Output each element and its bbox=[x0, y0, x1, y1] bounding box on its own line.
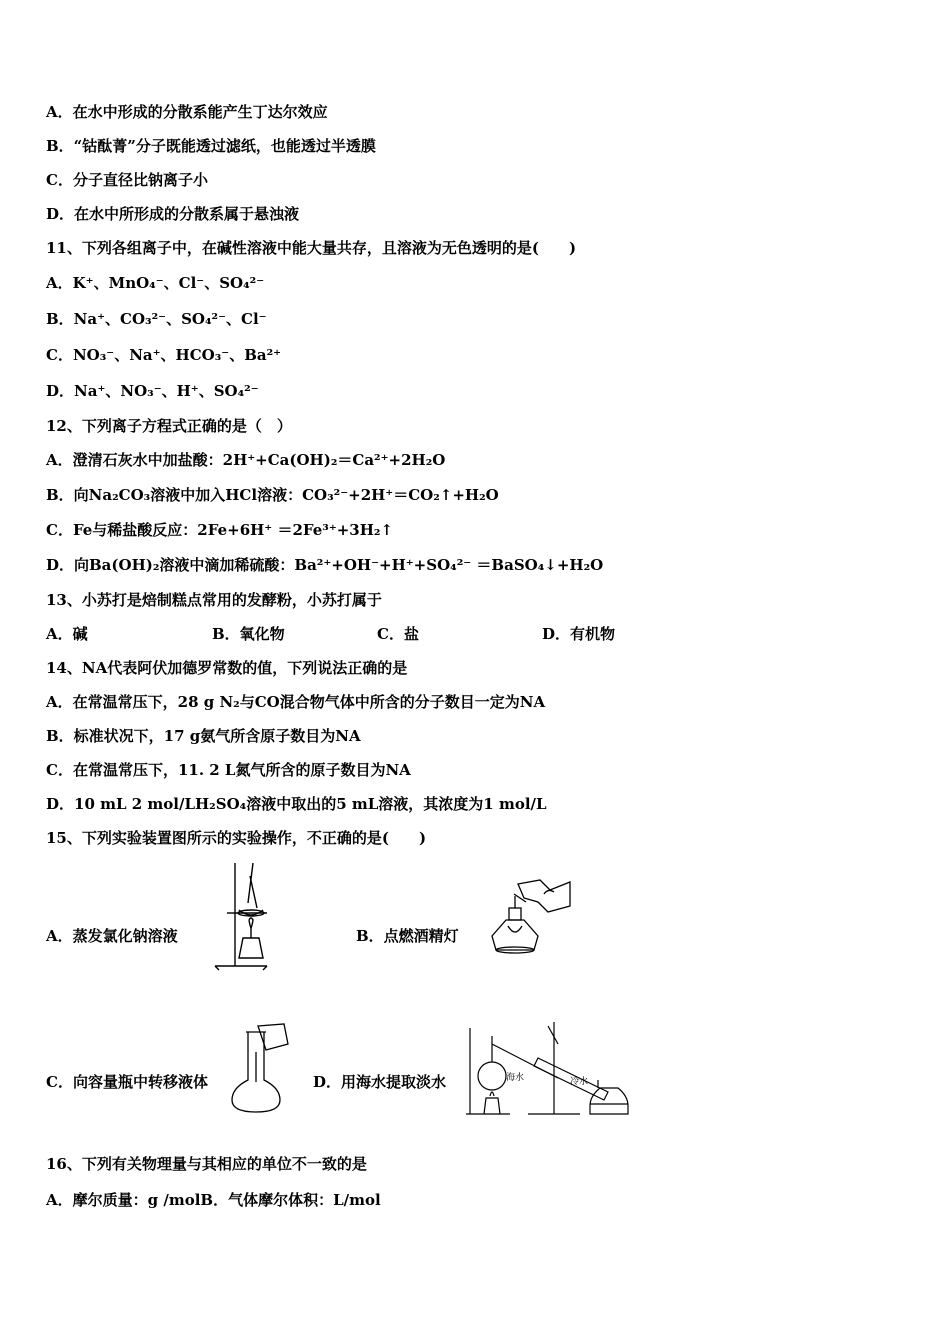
fig-d-seawater-label: 海水 bbox=[506, 1073, 525, 1083]
q16-stem: 16、下列有关物理量与其相应的单位不一致的是 bbox=[46, 1155, 367, 1173]
q13-option-d: D．有机物 bbox=[542, 625, 616, 643]
q13-option-a: A．碱 bbox=[46, 625, 88, 643]
q14-option-a: A．在常温常压下，28 g N₂与CO混合物气体中所含的分子数目一定为NA bbox=[46, 693, 546, 711]
volumetric-flask-figure bbox=[222, 1022, 294, 1116]
q11-option-c: C．NO₃⁻、Na⁺、HCO₃⁻、Ba²⁺ bbox=[46, 346, 282, 364]
evaporation-apparatus-figure bbox=[205, 858, 275, 973]
q15-option-b: B．点燃酒精灯 bbox=[356, 927, 459, 945]
q15-option-c: C．向容量瓶中转移液体 bbox=[46, 1073, 208, 1091]
q12-option-a: A．澄清石灰水中加盐酸：2H⁺+Ca(OH)₂＝Ca²⁺+2H₂O bbox=[46, 451, 446, 469]
q14-option-d: D．10 mL 2 mol/LH₂SO₄溶液中取出的5 mL溶液，其浓度为1 mol/L bbox=[46, 795, 547, 813]
q13-option-c: C．盐 bbox=[377, 625, 419, 643]
q11-stem: 11、下列各组离子中，在碱性溶液中能大量共存，且溶液为无色透明的是( ) bbox=[46, 239, 577, 257]
q16-options-ab: A．摩尔质量：g /molB．气体摩尔体积：L/mol bbox=[46, 1191, 381, 1209]
q14-option-c: C．在常温常压下，11. 2 L氮气所含的原子数目为NA bbox=[46, 761, 411, 779]
q12-option-b: B．向Na₂CO₃溶液中加入HCl溶液：CO₃²⁻+2H⁺＝CO₂↑+H₂O bbox=[46, 486, 499, 504]
distillation-apparatus-figure bbox=[458, 1018, 632, 1118]
q14-option-b: B．标准状况下，17 g氨气所含原子数目为NA bbox=[46, 727, 361, 745]
q12-option-d: D．向Ba(OH)₂溶液中滴加稀硫酸：Ba²⁺+OH⁻+H⁺+SO₄²⁻ ＝BaSO₄↓+H₂O bbox=[46, 556, 604, 574]
q11-option-a: A．K⁺、MnO₄⁻、Cl⁻、SO₄²⁻ bbox=[46, 274, 265, 292]
q10-option-a: A．在水中形成的分散系能产生丁达尔效应 bbox=[46, 103, 328, 121]
q10-option-d: D．在水中所形成的分散系属于悬浊液 bbox=[46, 205, 300, 223]
q10-option-c: C．分子直径比钠离子小 bbox=[46, 171, 208, 189]
q15-stem: 15、下列实验装置图所示的实验操作，不正确的是( ) bbox=[46, 829, 427, 847]
q15-option-a: A．蒸发氯化钠溶液 bbox=[46, 927, 178, 945]
q14-stem: 14、NA代表阿伏加德罗常数的值，下列说法正确的是 bbox=[46, 659, 408, 677]
q11-option-d: D．Na⁺、NO₃⁻、H⁺、SO₄²⁻ bbox=[46, 382, 259, 400]
q12-option-c: C．Fe与稀盐酸反应：2Fe+6H⁺ ＝2Fe³⁺+3H₂↑ bbox=[46, 521, 394, 539]
q15-option-d: D．用海水提取淡水 bbox=[313, 1073, 447, 1091]
q13-stem: 13、小苏打是焙制糕点常用的发酵粉，小苏打属于 bbox=[46, 591, 382, 609]
q12-stem: 12、下列离子方程式正确的是（ ） bbox=[46, 417, 292, 435]
q11-option-b: B．Na⁺、CO₃²⁻、SO₄²⁻、Cl⁻ bbox=[46, 310, 267, 328]
q13-option-b: B．氧化物 bbox=[212, 625, 285, 643]
fig-d-coldwater-label: 冷水 bbox=[570, 1077, 589, 1087]
alcohol-lamp-figure bbox=[478, 876, 574, 958]
q10-option-b: B．“钴酞菁”分子既能透过滤纸，也能透过半透膜 bbox=[46, 137, 376, 155]
